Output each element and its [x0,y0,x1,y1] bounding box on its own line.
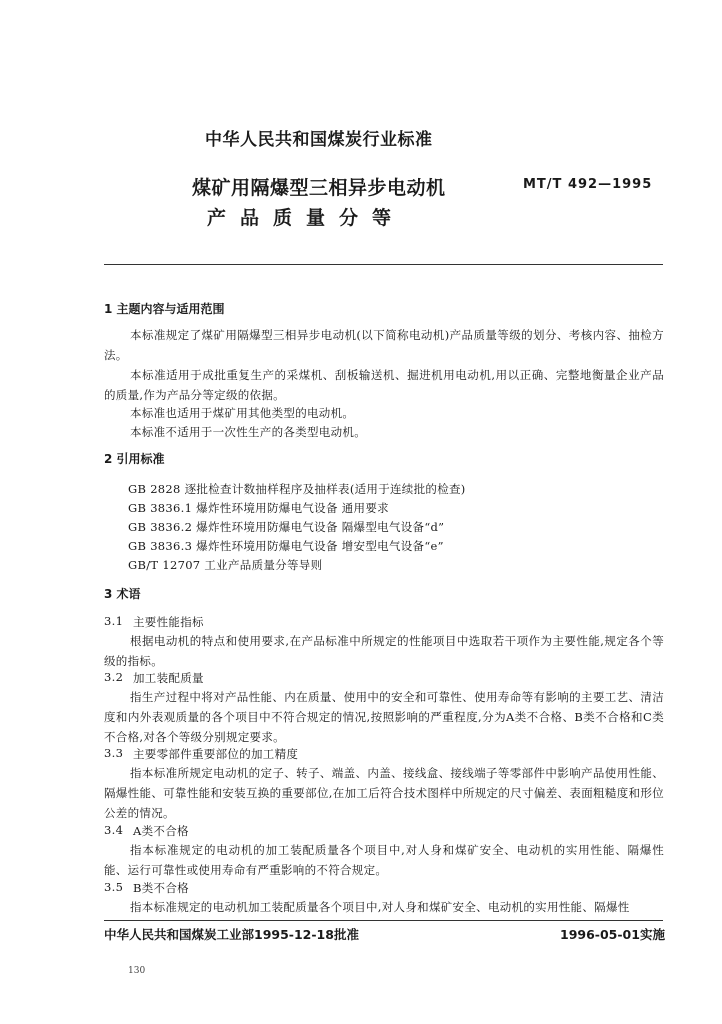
reference-item: GB 3836.2 爆炸性环境用防爆电气设备 隔爆型电气设备“d” [128,520,445,534]
term-number: 3.3 [104,746,124,760]
term-title: A类不合格 [133,824,189,838]
reference-item: GB 3836.3 爆炸性环境用防爆电气设备 增安型电气设备“e” [128,539,444,553]
term-title: 加工装配质量 [133,671,204,685]
document-title-line1: 煤矿用隔爆型三相异步电动机 [192,177,446,199]
approval-date: 中华人民共和国煤炭工业部1995-12-18批准 [104,927,359,942]
term-title: B类不合格 [133,881,189,895]
reference-item: GB/T 12707 工业产品质量分等导则 [128,558,323,572]
reference-item: GB 3836.1 爆炸性环境用防爆电气设备 通用要求 [128,501,389,515]
standard-number: MT/T 492—1995 [523,177,653,192]
issuer-title: 中华人民共和国煤炭行业标准 [205,130,433,150]
section-1-paragraph: 本标准适用于成批重复生产的采煤机、刮板输送机、掘进机用电动机,用以正确、完整地衡量企业产品的质量,作为产品分等定级的依据。 [104,368,664,402]
section-2-heading: 2 引用标准 [104,452,165,466]
section-1-heading: 1 主题内容与适用范围 [104,302,225,316]
header-divider [104,264,663,265]
section-1-paragraph: 本标准也适用于煤矿用其他类型的电动机。 [130,406,355,420]
document-title-line2: 产品质量分等 [207,207,406,229]
footer-divider [104,920,663,921]
term-definition: 指本标准规定的电动机的加工装配质量各个项目中,对人身和煤矿安全、电动机的实用性能、隔爆性能、运行可靠性或使用寿命有严重影响的不符合规定。 [104,843,664,877]
term-definition: 根据电动机的特点和使用要求,在产品标准中所规定的性能项目中选取若干项作为主要性能,规定各个等级的指标。 [104,634,664,668]
section-1-paragraph: 本标准不适用于一次性生产的各类型电动机。 [130,425,366,439]
term-definition: 指生产过程中将对产品性能、内在质量、使用中的安全和可靠性、使用寿命等有影响的主要工艺、清洁度和内外表观质量的各个项目中不符合规定的情况,按照影响的严重程度,分为A类不合格、B类不合格和C类不合格,对各个等级分别规定要求。 [104,690,664,744]
term-number: 3.5 [104,880,124,894]
term-number: 3.2 [104,670,124,684]
term-title: 主要零部件重要部位的加工精度 [133,747,299,761]
term-title: 主要性能指标 [133,615,204,629]
term-number: 3.1 [104,614,124,628]
section-3-heading: 3 术语 [104,587,141,601]
term-number: 3.4 [104,823,124,837]
term-definition: 指本标准所规定电动机的定子、转子、端盖、内盖、接线盒、接线端子等零部件中影响产品使用性能、隔爆性能、可靠性能和安装互换的重要部位,在加工后符合技术图样中所规定的尺寸偏差、表面粗糙度和形位公差的情况。 [104,766,664,820]
effective-date: 1996-05-01实施 [560,927,665,942]
page-number: 130 [128,966,146,976]
term-definition: 指本标准规定的电动机加工装配质量各个项目中,对人身和煤矿安全、电动机的实用性能、隔爆性 [130,900,630,914]
section-1-paragraph: 本标准规定了煤矿用隔爆型三相异步电动机(以下简称电动机)产品质量等级的划分、考核内容、抽检方法。 [104,328,664,362]
reference-item: GB 2828 逐批检查计数抽样程序及抽样表(适用于连续批的检查) [128,482,466,496]
